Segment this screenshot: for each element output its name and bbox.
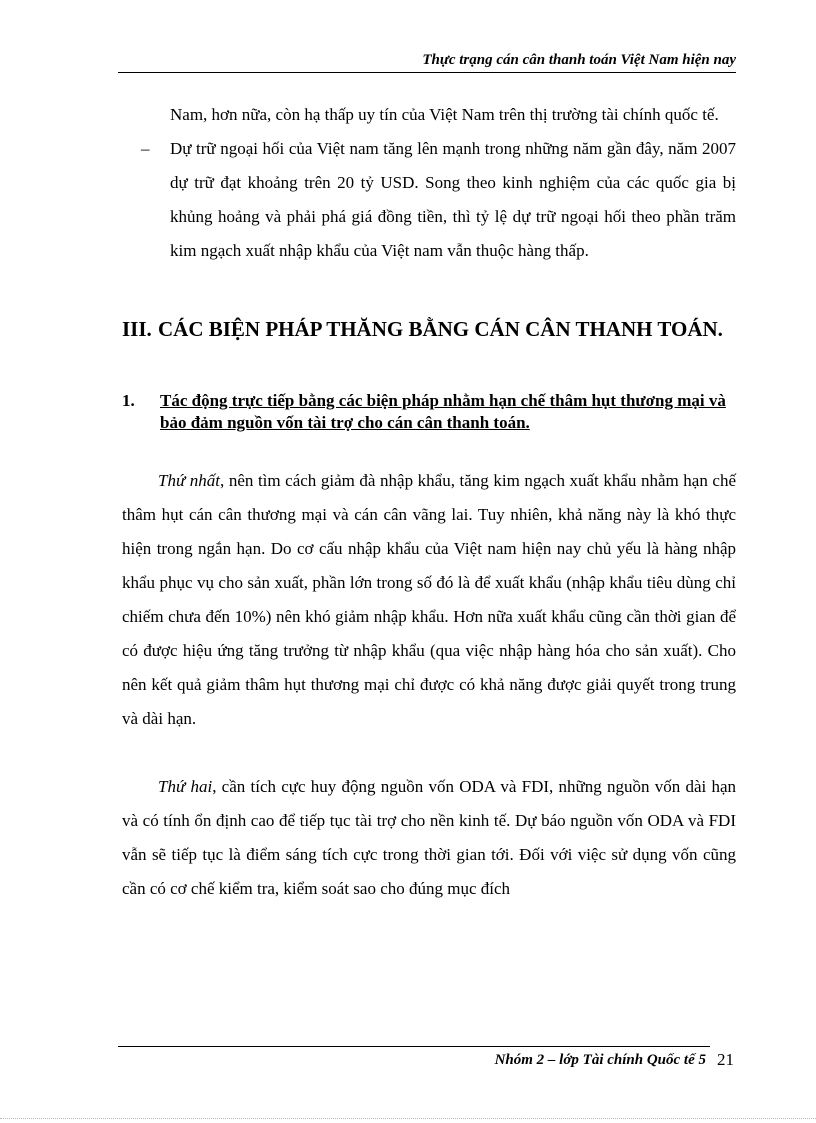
page-break-line <box>0 1118 816 1119</box>
header-rule <box>118 72 736 73</box>
subsection-heading <box>122 390 736 434</box>
bullet-text: Dự trữ ngoại hối của Việt nam tăng lên mạnh trong những năm gần đây, năm 2007 dự trữ đạt khoảng trên 20 tỷ USD. Song theo kinh nghiệm của các quốc gia bị khủng hoảng và phải phá giá đồng tiền, thì tỷ lệ dự trữ ngoại hối theo phần trăm kim ngạch xuất nhập khẩu của Việt nam vẫn thuộc hàng thấp. <box>170 139 736 260</box>
paragraph-text: , cần tích cực huy động nguồn vốn ODA và FDI, những nguồn vốn dài hạn và có tính ổn định cao để tiếp tục tài trợ cho nền kinh tế. Dự báo nguồn vốn ODA và FDI vẫn sẽ tiếp tục là điểm sáng tích cực trong thời gian tới. Đối với việc sử dụng vốn cũng cần có cơ chế kiểm tra, kiểm soát sao cho đúng mục đích <box>122 777 736 898</box>
paragraph-thu-nhat <box>122 464 736 736</box>
dash-bullet-icon: – <box>141 139 150 158</box>
bullet-item <box>141 132 736 268</box>
subsection-title: Tác động trực tiếp bằng các biện pháp nhằm hạn chế thâm hụt thương mại và bảo đảm nguồn vốn tài trợ cho cán cân thanh toán. <box>160 391 726 432</box>
paragraph-text: , nên tìm cách giảm đà nhập khẩu, tăng kim ngạch xuất khẩu nhằm hạn chế thâm hụt cán cân thương mại và cán cân vãng lai. Tuy nhiên, khả năng này là khó thực hiện trong ngắn hạn. Do cơ cấu nhập khẩu của Việt nam hiện nay chủ yếu là hàng nhập khẩu phục vụ cho sản xuất, phần lớn trong số đó là để xuất khẩu (nhập khẩu tiêu dùng chỉ chiếm chưa đến 10%) nên khó giảm nhập khẩu. Hơn nữa xuất khẩu cũng cần thời gian để có được hiệu ứng tăng trưởng từ nhập khẩu (qua việc nhập hàng hóa cho sản xuất). Cho nên kết quả giảm thâm hụt thương mại chỉ được có khả năng được giải quyết trong trung và dài hạn. <box>122 471 736 728</box>
section-heading <box>122 312 736 346</box>
continued-paragraph: Nam, hơn nữa, còn hạ thấp uy tín của Việt Nam trên thị trường tài chính quốc tế. <box>170 105 719 124</box>
paragraph-thu-hai <box>122 770 736 906</box>
paragraph-lead: Thứ nhất <box>158 471 221 490</box>
document-body <box>122 98 736 906</box>
page-number: 21 <box>717 1050 734 1069</box>
paragraph-lead: Thứ hai <box>158 777 213 796</box>
page-header-title: Thực trạng cán cân thanh toán Việt Nam hiện nay <box>422 52 736 68</box>
footer-rule <box>118 1046 710 1047</box>
section-title: CÁC BIỆN PHÁP THĂNG BẰNG CÁN CÂN THANH TOÁN. <box>158 317 723 341</box>
footer-text: Nhóm 2 – lớp Tài chính Quốc tế 5 <box>494 1052 706 1068</box>
section-number: III. <box>122 317 152 341</box>
subsection-number: 1. <box>122 391 135 410</box>
